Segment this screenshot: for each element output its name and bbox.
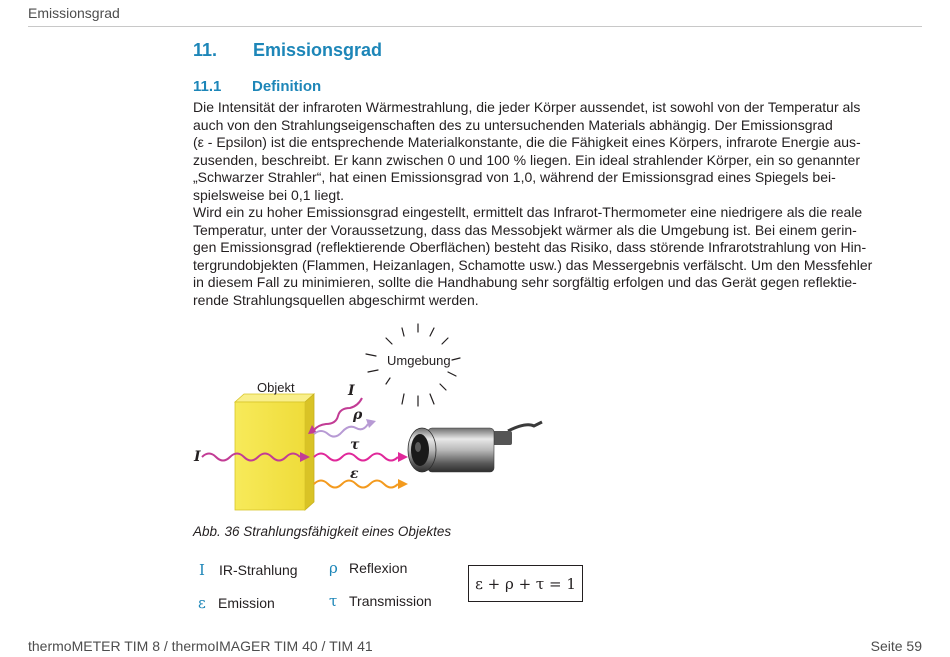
body-line: gen Emissionsgrad (reflektierende Oberflächen) besteht das Risiko, dass störende Infrarotstrahlung von Hin-: [193, 239, 867, 255]
reflection-wave: [314, 419, 376, 437]
legend-symbol: ρ: [329, 559, 338, 577]
chapter-number: 11.: [193, 40, 218, 60]
chapter-heading: [193, 40, 382, 61]
legend-item: [329, 559, 407, 577]
body-line: Wird ein zu hoher Emissionsgrad eingestellt, ermittelt das Infrarot-Thermometer eine niedrigere als die reale: [193, 204, 863, 220]
section-title: Definition: [252, 78, 322, 95]
footer-page-number: Seite 59: [870, 638, 922, 654]
formula-box: [468, 565, 583, 602]
header-divider: [28, 26, 922, 27]
body-line: „Schwarzer Strahler“, hat einen Emissionsgrad von 1,0, während der Emissionsgrad eines Spiegels bei-: [193, 169, 836, 185]
object-label: Objekt: [257, 380, 295, 395]
emission-wave: [314, 479, 408, 489]
legend-label: IR-Strahlung: [219, 562, 298, 578]
legend-symbol: τ: [329, 592, 338, 610]
body-line: rende Strahlungsquellen abgeschirmt werden.: [193, 291, 479, 308]
legend-symbol: ε: [198, 594, 206, 612]
legend-label: Transmission: [349, 593, 432, 609]
body-line: (ε - Epsilon) ist die entsprechende Materialkonstante, die die Fähigkeit eines Körpers, infrarote Energie aus-: [193, 134, 861, 150]
legend-item: [199, 561, 298, 579]
environment-label: Umgebung: [387, 353, 451, 368]
running-header: Emissionsgrad: [28, 5, 120, 21]
incident-symbol: I: [194, 449, 201, 465]
object-block: [235, 394, 314, 510]
body-paragraphs: [193, 99, 920, 309]
body-line: in diesem Fall zu minimieren, sollte die Handhabung sehr sorgfältig erfolgen und das Gerät gegen reflektie-: [193, 274, 857, 290]
legend-symbol: I: [199, 561, 205, 579]
emission-symbol: ε: [350, 466, 359, 482]
footer-product-line: thermoMETER TIM 8 / thermoIMAGER TIM 40 / TIM 41: [28, 638, 373, 654]
formula-text: ε + ρ + τ = 1: [475, 574, 576, 593]
body-line: spielsweise bei 0,1 liegt.: [193, 186, 344, 203]
legend-label: Emission: [218, 595, 275, 611]
legend-label: Reflexion: [349, 560, 408, 576]
body-line: zusenden, beschreibt. Er kann zwischen 0 und 100 % liegen. Ein ideal strahlender Körper, ein so genannter: [193, 151, 860, 168]
reflection-symbol: ρ: [353, 407, 363, 423]
body-line: Die Intensität der infraroten Wärmestrahlung, die jeder Körper aussendet, ist sowohl von der Temperatur als: [193, 99, 861, 115]
transmission-symbol: τ: [350, 437, 360, 453]
ir-sensor-icon: [408, 422, 542, 472]
figure-caption: Abb. 36 Strahlungsfähigkeit eines Objektes: [193, 524, 452, 539]
body-line: Temperatur, unter der Voraussetzung, dass das Messobjekt wärmer als die Umgebung ist. Bei einem gerin-: [193, 221, 857, 238]
body-line: auch von den Strahlungseigenschaften des zu untersuchenden Materials abhängig. Der Emissionsgrad: [193, 116, 833, 133]
legend-item: [198, 594, 275, 612]
radiation-diagram: [190, 318, 560, 518]
section-number: 11.1: [193, 78, 222, 95]
ambient-symbol: I: [348, 383, 355, 399]
emissivity-figure: [190, 318, 560, 518]
section-heading: [193, 78, 321, 95]
legend-item: [329, 592, 432, 610]
transmission-wave: [314, 452, 408, 462]
chapter-title: Emissionsgrad: [253, 40, 383, 60]
body-line: tergrundobjekten (Flammen, Heizanlagen, Schamotte usw.) das Messergebnis verfälscht. Um den Messfehler: [193, 256, 873, 273]
